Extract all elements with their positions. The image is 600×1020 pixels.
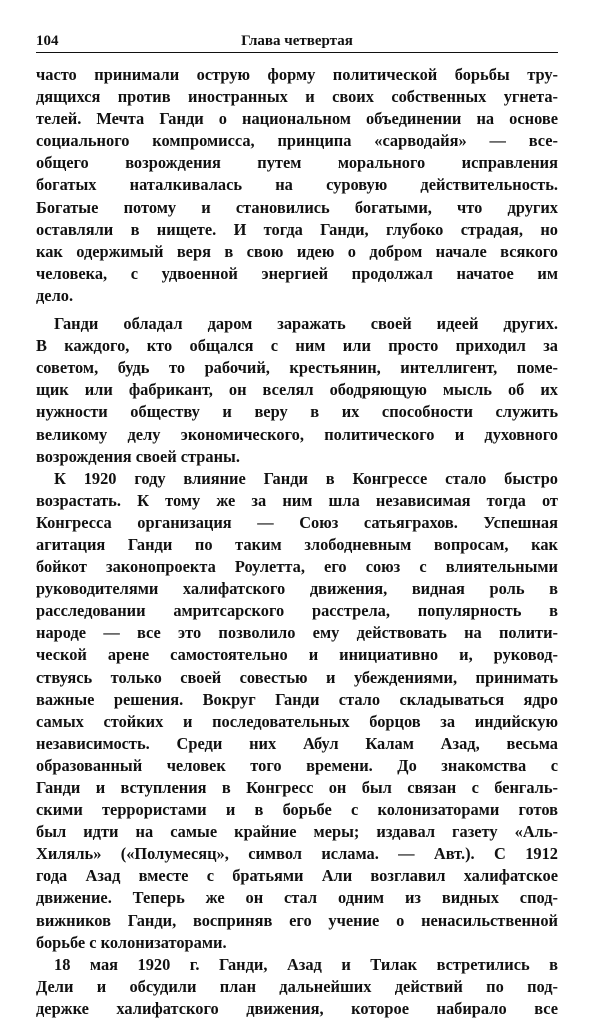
text-line: вижников Ганди, восприняв его учение о ненасильственной xyxy=(36,910,558,930)
text-line: самых стойких и последовательных борцов за индийскую xyxy=(36,711,558,731)
text-line: ствуясь только своей совестью и убеждениями, принимать xyxy=(36,667,558,687)
paragraph-3 xyxy=(36,468,558,954)
text-line: Ганди и вступления в Конгресс он был связан с бенгаль- xyxy=(36,778,558,797)
text-line: Дели и обсудили план дальнейших действий по под- xyxy=(36,976,558,996)
text-line: был идти на самые крайние меры; издавал газету «Аль- xyxy=(36,822,558,842)
paragraph-4 xyxy=(36,954,558,1020)
page-body xyxy=(36,64,558,1020)
paragraph-1 xyxy=(36,64,558,307)
text-line: дящихся против иностранных и своих собственных угнета- xyxy=(36,87,558,107)
text-line: К 1920 году влияние Ганди в Конгрессе стало быстро xyxy=(54,468,558,488)
text-line: общего возрождения путем морального исправления xyxy=(36,153,558,173)
text-line: советом, будь то рабочий, крестьянин, интеллигент, поме- xyxy=(36,358,558,378)
text-line: ческой арене самостоятельно и инициативно и, руковод- xyxy=(36,645,558,665)
text-line: Конгресса организация — Союз сатьяграхов. Успешная xyxy=(36,512,558,532)
text-line: часто принимали острую форму политической борьбы тру- xyxy=(36,65,558,84)
paragraph-2 xyxy=(36,313,558,468)
text-line: бойкот законопроекта Роулетта, его союз с влиятельными xyxy=(36,557,558,577)
text-line: как одержимый веря в свою идею о добром начале всякого xyxy=(36,241,558,261)
text-line: скими террористами и в борьбе с колонизаторами готов xyxy=(36,800,558,820)
text-line: социального компромисса, принципа «сарводайя» — все- xyxy=(36,131,558,151)
text-line: щик или фабрикант, он вселял ободряющую мысль об их xyxy=(36,380,558,400)
page-header xyxy=(36,28,558,53)
text-line: возрождения своей страны. xyxy=(36,446,240,466)
text-line: важные решения. Вокруг Ганди стало складываться ядро xyxy=(36,689,558,709)
text-line: В каждого, кто общался с ним или просто приходил за xyxy=(36,336,558,356)
text-line: руководителями халифатского движения, видная роль в xyxy=(36,579,558,599)
text-line: великому делу экономического, политического и духовного xyxy=(36,424,558,444)
text-line: образованный человек того времени. До знакомства с xyxy=(36,755,558,775)
text-line: Хиляль» («Полумесяц», символ ислама. — Авт.). С 1912 xyxy=(36,844,558,864)
text-line: дело. xyxy=(36,285,74,305)
text-line: 18 мая 1920 г. Ганди, Азад и Тилак встретились в xyxy=(54,954,558,974)
text-line: возрастать. К тому же за ним шла независимая тогда от xyxy=(36,490,558,510)
text-line: народе — все это позволило ему действовать на полити- xyxy=(36,623,558,643)
text-line: агитация Ганди по таким злободневным вопросам, как xyxy=(36,534,558,554)
running-title: Глава четвертая xyxy=(241,33,353,49)
text-line: телей. Мечта Ганди о национальном объединении на основе xyxy=(36,109,558,129)
text-line: человека, с удвоенной энергией продолжал начатое им xyxy=(36,263,558,283)
text-line: нужности обществу и веру в их способности служить xyxy=(36,402,558,422)
text-line: богатых наталкивалась на суровую действительность. xyxy=(36,175,558,195)
text-line: расследовании амритсарского расстрела, популярность в xyxy=(36,601,558,621)
text-line: борьбе с колонизаторами. xyxy=(36,932,227,952)
text-line: года Азад вместе с братьями Али возглавил халифатское xyxy=(36,866,558,886)
page-number: 104 xyxy=(36,33,59,49)
text-line: держке халифатского движения, которое набирало все xyxy=(36,998,558,1018)
text-line: Ганди обладал даром заражать своей идеей других. xyxy=(54,314,558,334)
text-line: движение. Теперь же он стал одним из видных спод- xyxy=(36,888,558,908)
text-line: Богатые потому и становились богатыми, что других xyxy=(36,197,558,217)
text-line: независимость. Среди них Абул Калам Азад, весьма xyxy=(36,733,558,753)
text-line: оставляли в нищете. И тогда Ганди, глубоко страдая, но xyxy=(36,219,558,239)
